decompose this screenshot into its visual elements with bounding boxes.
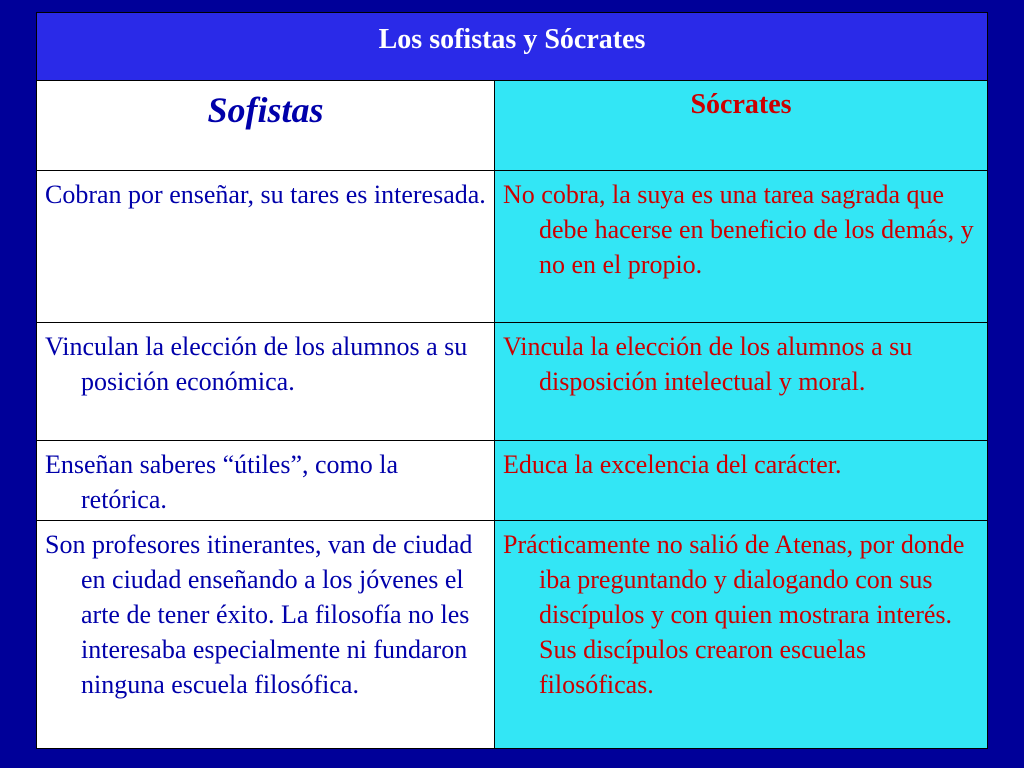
table-row — [37, 521, 988, 749]
column-header-sofistas-label: Sofistas — [207, 90, 324, 130]
socrates-cell — [495, 441, 988, 521]
title-row — [37, 13, 988, 81]
sofistas-cell — [37, 323, 495, 441]
sofistas-text: Enseñan saberes “útiles”, como la retórica. — [45, 450, 399, 514]
comparison-table — [36, 12, 988, 749]
table-row — [37, 171, 988, 323]
sofistas-text: Cobran por enseñar, su tares es interesada. — [45, 180, 486, 209]
column-header-sofistas — [37, 81, 495, 171]
table-title: Los sofistas y Sócrates — [378, 24, 646, 55]
table-row — [37, 441, 988, 521]
column-header-socrates — [495, 81, 988, 171]
sofistas-cell — [37, 171, 495, 323]
sofistas-text: Son profesores itinerantes, van de ciudad en ciudad enseñando a los jóvenes el arte de tener éxito. La filosofía no les interesaba especialmente ni fundaron ninguna escuela filosófica. — [45, 530, 473, 699]
title-cell — [37, 13, 988, 81]
sofistas-text: Vinculan la elección de los alumnos a su posición económica. — [45, 332, 468, 396]
socrates-text: Educa la excelencia del carácter. — [503, 450, 842, 479]
column-header-socrates-label: Sócrates — [690, 89, 792, 120]
sofistas-cell — [37, 521, 495, 749]
table-row — [37, 323, 988, 441]
socrates-cell — [495, 521, 988, 749]
sofistas-cell — [37, 441, 495, 521]
header-row — [37, 81, 988, 171]
socrates-cell — [495, 323, 988, 441]
socrates-text: No cobra, la suya es una tarea sagrada que debe hacerse en beneficio de los demás, y no en el propio. — [503, 180, 974, 279]
socrates-text: Prácticamente no salió de Atenas, por donde iba preguntando y dialogando con sus discípulos y con quien mostrara interés. Sus discípulos crearon escuelas filosóficas. — [503, 530, 965, 699]
socrates-text: Vincula la elección de los alumnos a su disposición intelectual y moral. — [503, 332, 913, 396]
socrates-cell — [495, 171, 988, 323]
